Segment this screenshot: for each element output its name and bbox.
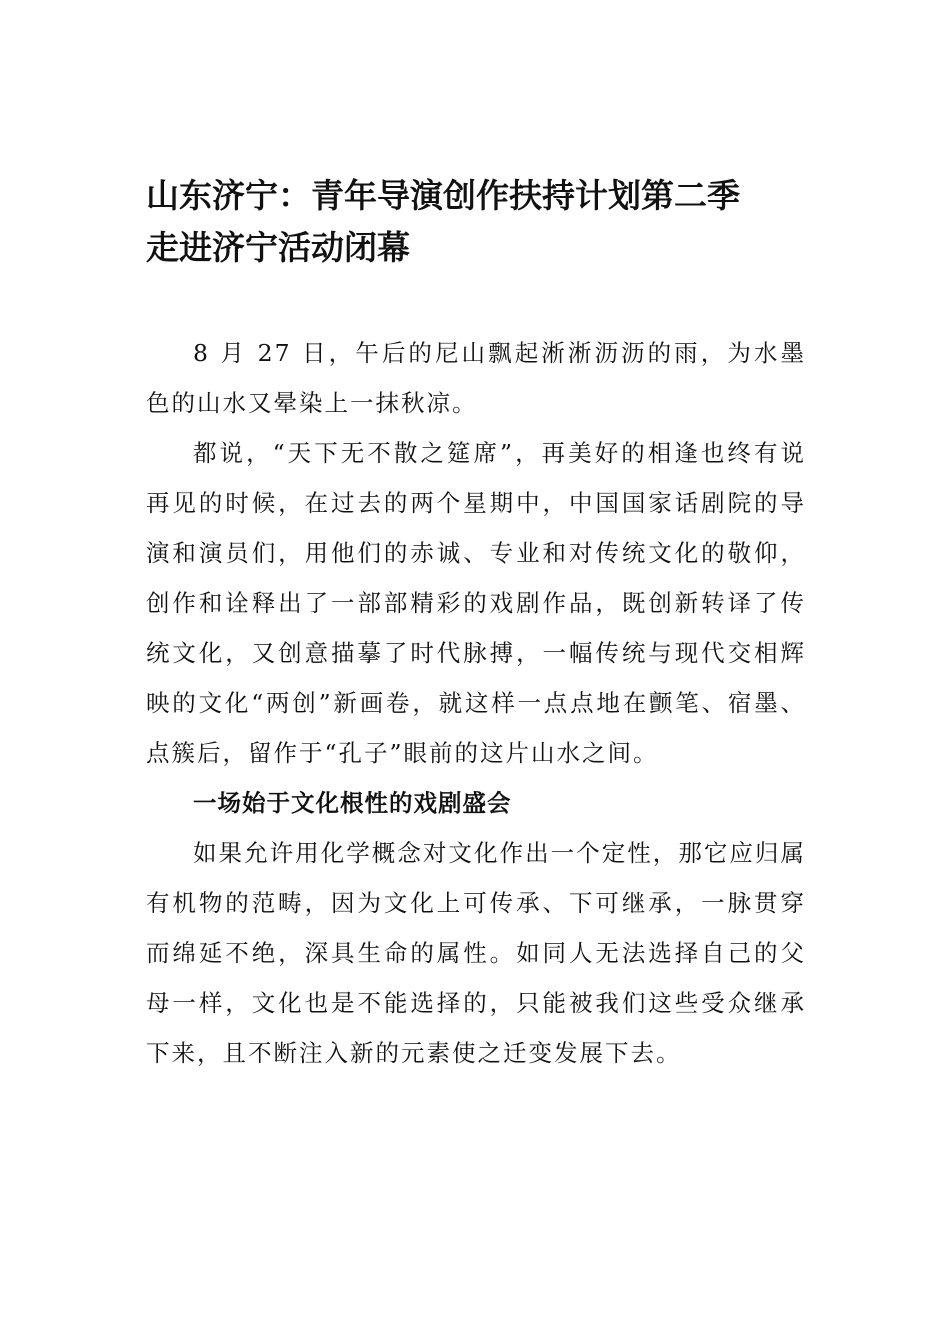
section-heading: 一场始于文化根性的戏剧盛会: [193, 789, 512, 817]
paragraph-1: 8 月 27 日，午后的尼山飘起淅淅沥沥的雨，为水墨色的山水又晕染上一抹秋凉。: [146, 339, 806, 417]
article-title-line-2: 走进济宁活动闭幕: [146, 228, 410, 267]
paragraph-2: 都说，“天下无不散之筵席”，再美好的相逢也终有说再见的时候，在过去的两个星期中，中国国家话剧院的导演和演员们，用他们的赤诚、专业和对传统文化的敬仰，创作和诠释出了一部部精彩的戏剧作品，既创新转译了传统文化，又创意描摹了时代脉搏，一幅传统与现代交相辉映的文化“两创”新画卷，就这样一点点地在颤笔、宿墨、点簇后，留作于“孔子”眼前的这片山水之间。: [146, 439, 806, 767]
article-title: [146, 170, 806, 274]
paragraph-3: 如果允许用化学概念对文化作出一个定性，那它应归属有机物的范畴，因为文化上可传承、下可继承，一脉贯穿而绵延不绝，深具生命的属性。如同人无法选择自己的父母一样，文化也是不能选择的，只能被我们这些受众继承下来，且不断注入新的元素使之迁变发展下去。: [146, 839, 806, 1067]
article-title-line-1: 山东济宁：青年导演创作扶持计划第二季: [146, 176, 740, 215]
article-body: [146, 328, 806, 1078]
